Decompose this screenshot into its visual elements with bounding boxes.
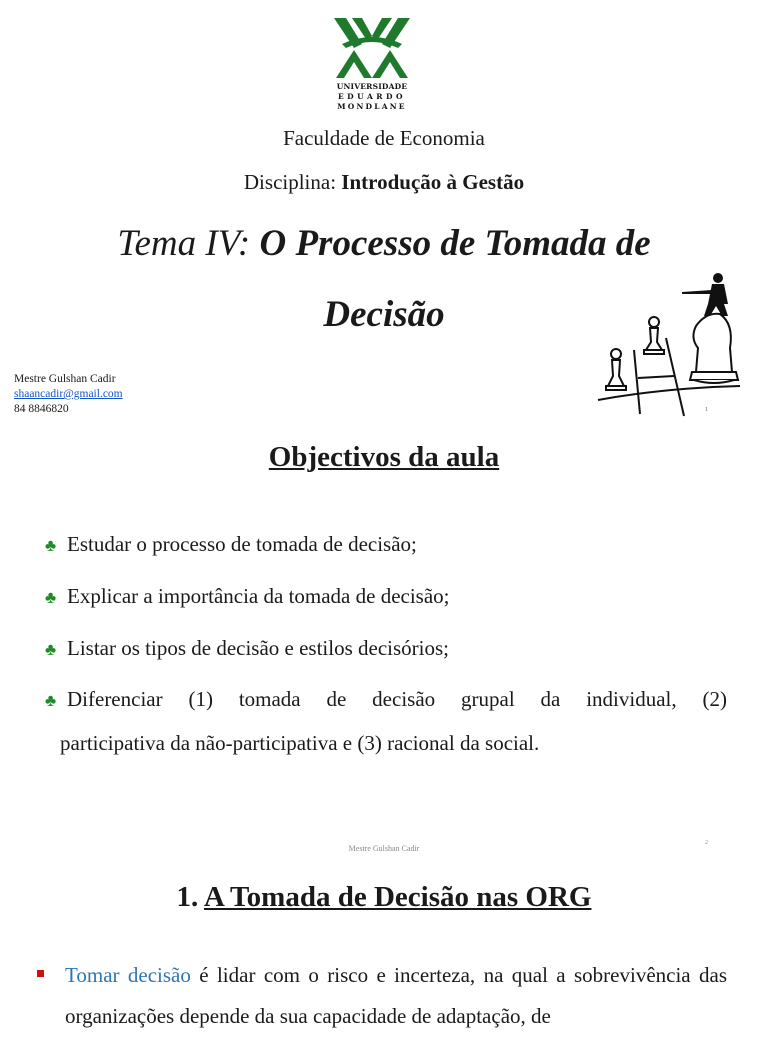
bullet-item bbox=[37, 955, 727, 1037]
logo-line-1: UNIVERSIDADE bbox=[336, 82, 408, 91]
objective-item bbox=[45, 523, 727, 567]
theme-title-part1: O Processo de Tomada de bbox=[259, 223, 651, 264]
author-phone: 84 8846820 bbox=[14, 403, 69, 415]
objective-item bbox=[45, 575, 727, 619]
slide-objectives bbox=[0, 425, 768, 855]
section-title bbox=[0, 881, 768, 914]
logo-line-2: EDUARDO bbox=[337, 92, 407, 101]
club-icon: ♣ bbox=[45, 691, 57, 710]
bullet-text bbox=[65, 955, 727, 1037]
page-number: 1 bbox=[705, 407, 708, 413]
section-number: 1. bbox=[176, 881, 199, 913]
club-icon: ♣ bbox=[45, 640, 57, 659]
objectives-title-text: Objectivos da aula bbox=[268, 441, 500, 473]
club-icon: ♣ bbox=[45, 536, 57, 555]
club-icon: ♣ bbox=[45, 588, 57, 607]
slide-footer: Mestre Gulshan Cadir bbox=[348, 844, 420, 853]
discipline-line bbox=[0, 170, 768, 195]
page-number: 2 bbox=[705, 840, 708, 846]
author-name: Mestre Gulshan Cadir bbox=[14, 373, 116, 385]
logo-line-3: MONDLANE bbox=[337, 102, 407, 111]
objective-item bbox=[45, 678, 727, 765]
section-title-text: A Tomada de Decisão nas ORG bbox=[203, 881, 592, 913]
discipline-value: Introdução à Gestão bbox=[341, 170, 525, 194]
uem-emblem-icon bbox=[332, 14, 412, 82]
author-email-link[interactable]: shaancadir@gmail.com bbox=[14, 388, 123, 400]
objective-text: Listar os tipos de decisão e estilos decisórios; bbox=[67, 636, 450, 660]
university-logo bbox=[332, 14, 412, 114]
theme-title-line2: Decisão bbox=[323, 294, 445, 335]
bullet-body: é lidar com o risco e incerteza, na qual a sobrevivência das organizações depende da sua capacidade de adaptação, de bbox=[65, 963, 728, 1028]
slide-decision-making bbox=[0, 855, 768, 1028]
theme-prefix: Tema IV: bbox=[117, 223, 251, 264]
discipline-label: Disciplina: bbox=[243, 170, 337, 194]
slide-title bbox=[0, 0, 768, 425]
square-bullet-icon bbox=[37, 970, 44, 977]
objective-text: Estudar o processo de tomada de decisão; bbox=[67, 532, 417, 556]
chess-decision-icon bbox=[594, 268, 744, 420]
objective-text-line2: participativa da não-participativa e (3) racional da social. bbox=[60, 731, 540, 755]
theme-title-line1 bbox=[0, 220, 768, 268]
objective-item bbox=[45, 627, 727, 671]
objective-text: Explicar a importância da tomada de decisão; bbox=[67, 584, 450, 608]
faculty-name: Faculdade de Economia bbox=[283, 126, 485, 150]
objective-text-line1: Diferenciar (1) tomada de decisão grupal da individual, (2) bbox=[67, 687, 727, 711]
highlighted-term: Tomar decisão bbox=[65, 963, 191, 987]
objectives-title bbox=[0, 441, 768, 474]
author-info bbox=[14, 372, 123, 417]
